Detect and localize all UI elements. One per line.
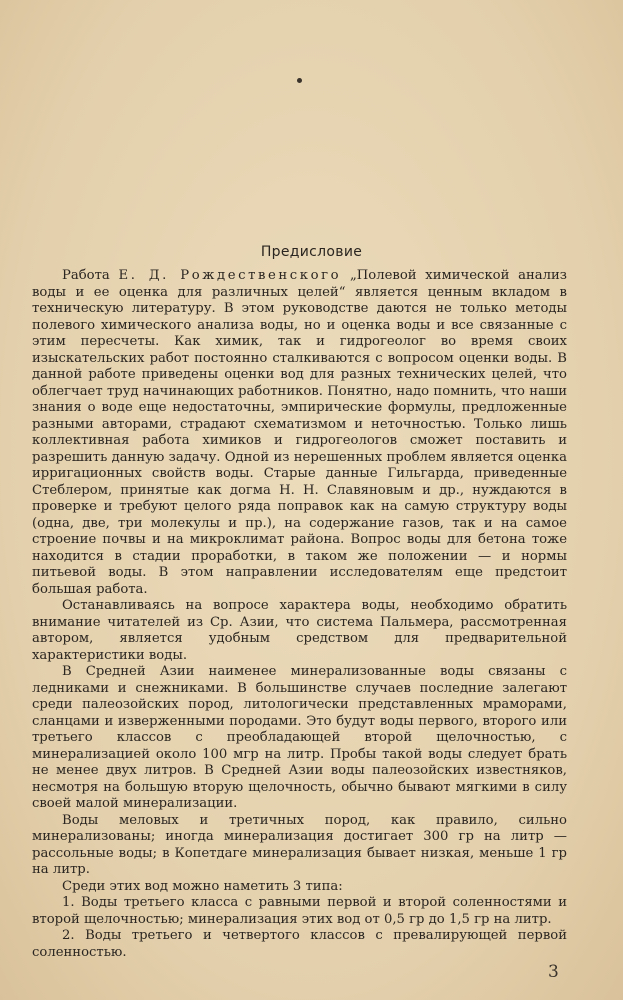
paragraph-4: Воды меловых и третичных пород, как правило, сильно минерализованы; иногда минерализация достигает 300 гр на литр — рассольные воды; в Копетдаге минерализация бывает низкая, меньше 1 гр на литр. [32, 812, 567, 877]
paragraph-1-pre: Работа [62, 268, 119, 283]
paragraph-2: Останавливаясь на вопросе характера воды, необходимо обратить внимание читателей из Ср. Азии, что система Пальмера, рассмотренная автором, является удобным средством для предварительной характеристики воды. [32, 598, 567, 663]
page-number: 3 [548, 962, 559, 982]
list-item-1: 1. Воды третьего класса с равными первой и второй соленностями и второй щелочностью; минерализация этих вод от 0,5 гр до 1,5 гр на литр. [32, 895, 567, 927]
paragraph-1 [32, 268, 567, 598]
paragraph-5: Среди этих вод можно наметить 3 типа: [62, 878, 343, 894]
paragraph-3: В Средней Азии наименее минерализованные воды связаны с ледниками и снежниками. В большинстве случаев последние залегают среди палеозойских пород, литологически представленных мраморами, сланцами и изверженными породами. Это будут воды первого, второго или третьего классов с преобладающей второй щелочностью, с минерализацией около 100 мгр на литр. Пробы такой воды следует брать не менее двух литров. В Средней Азии воды палеозойских известняков, несмотря на большую вторую щелочность, обычно бывают мягкими в силу своей малой минерализации. [32, 664, 567, 811]
page-title: Предисловие [260, 244, 363, 260]
author-name: Е. Д. Рождественского [118, 268, 342, 283]
body-text [32, 268, 567, 961]
ornament-dot [297, 78, 302, 83]
paragraph-1-post: „Полевой химической анализ воды и ее оценка для различных целей“ является ценным вкладом в техническую литературу. В этом руководстве даются не только методы полевого химического анализа воды, но и оценка воды и все связанные с этим пересчеты. Как химик, так и гидрогеолог во время своих изыскательских работ постоянно сталкиваются с вопросом оценки воды. В данной работе приведены оценки вод для разных технических целей, что облегчает труд начинающих работников. Понятно, надо помнить, что наши знания о воде еще недостаточны, эмпирические формулы, предложенные разными авторами, страдают схематизмом и неточностью. Только лишь коллективная работа химиков и гидрогеологов сможет поставить и разрешить данную задачу. Одной из нерешенных проблем является оценка ирригационных свойств воды. Старые данные Гильгарда, приведенные Стеблером, принятые как догма Н. Н. Славяновым и др., нуждаются в проверке и требуют целого ряда поправок как на самую структуру воды (одна, две, три молекулы и пр.), на содержание газов, так и на самое строение почвы и на микроклимат района. Вопрос воды для бетона тоже находится в стадии проработки, в таком же положении — и нормы питьевой воды. В этом направлении исследователям еще предстоит большая работа. [32, 268, 567, 597]
list-item-2: 2. Воды третьего и четвертого классов с превалирующей первой соленностью. [32, 928, 567, 960]
